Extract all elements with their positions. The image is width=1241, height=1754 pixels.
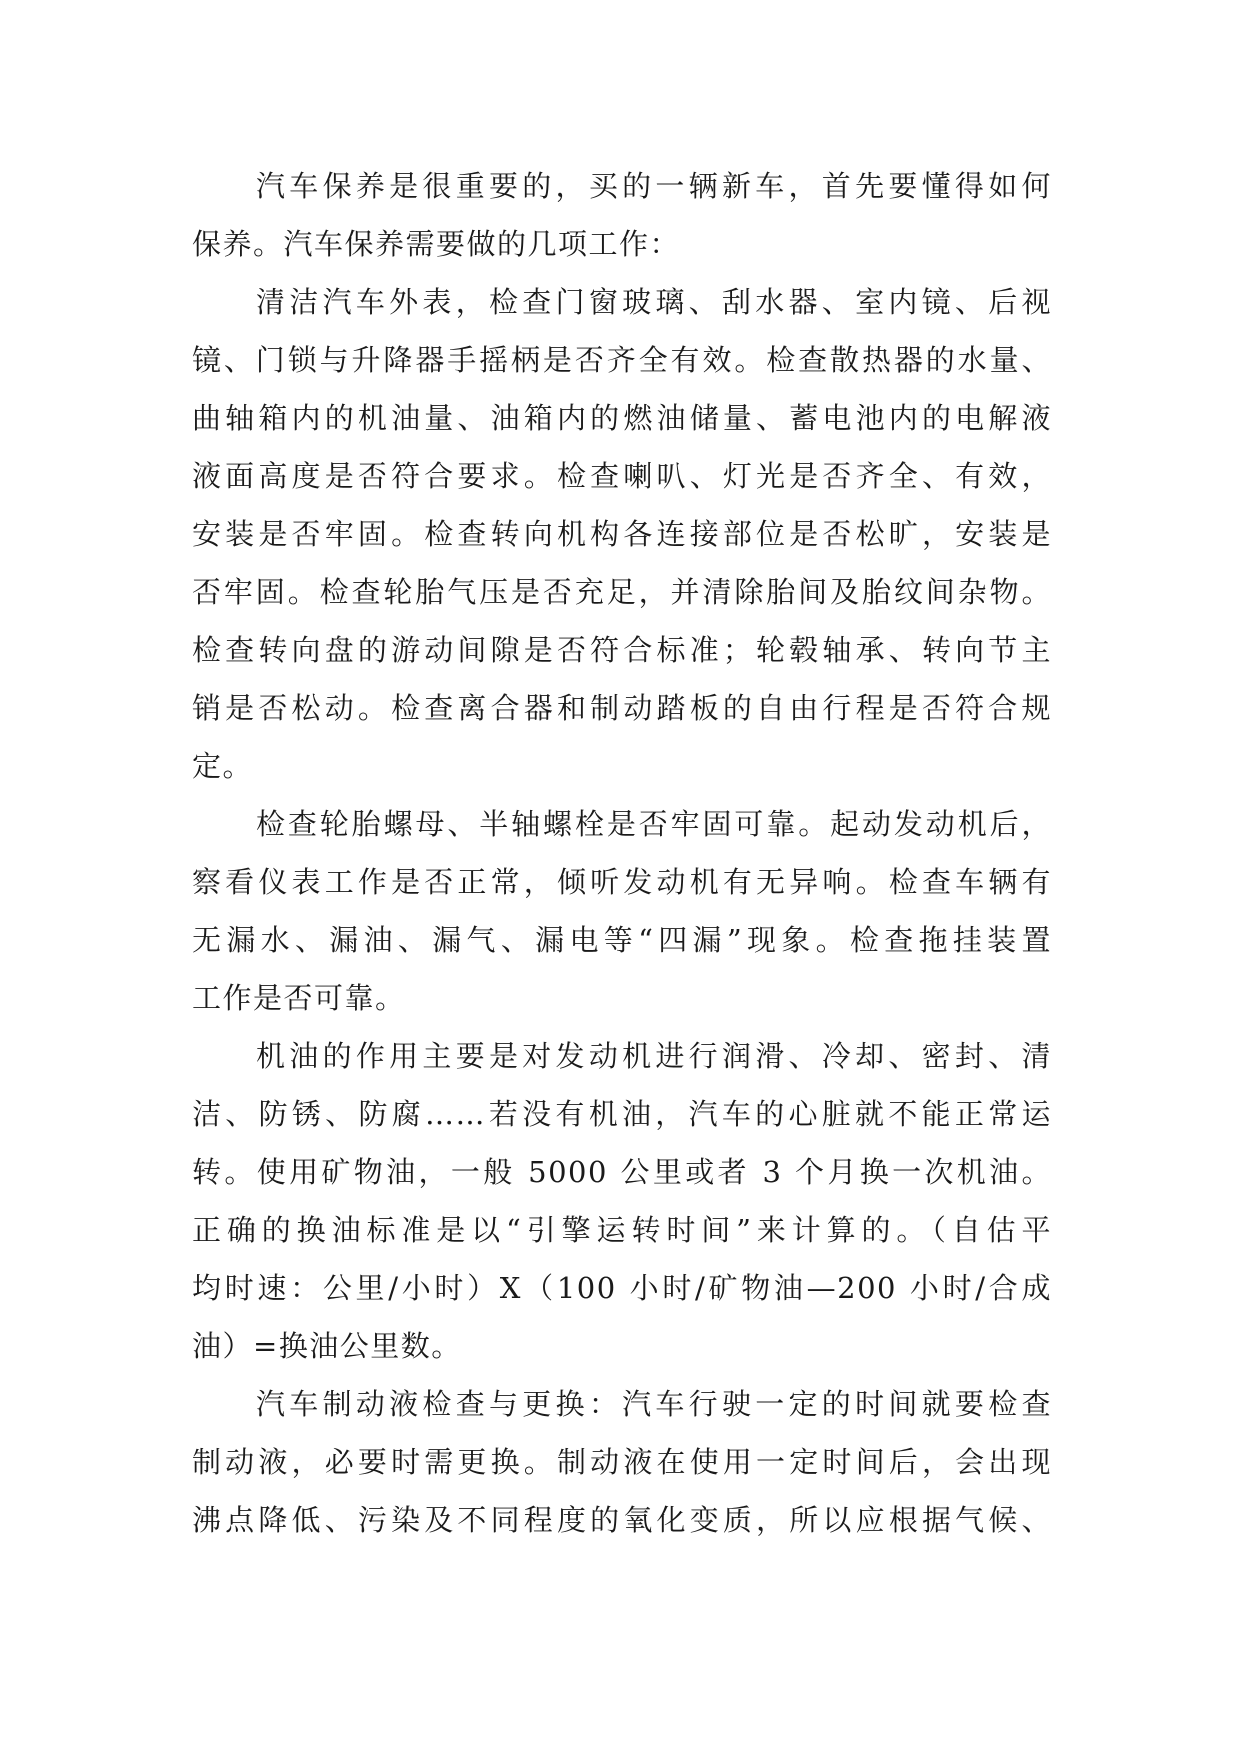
document-body <box>192 157 1052 1549</box>
text-line: 机油的作用主要是对发动机进行润滑、冷却、密封、清 <box>256 1039 1052 1073</box>
text-line: 正确的换油标准是以“引擎运转时间”来计算的。（自估平 <box>192 1213 1052 1247</box>
text-line: 曲轴箱内的机油量、油箱内的燃油储量、蓄电池内的电解液 <box>192 401 1052 435</box>
text-line: 制动液，必要时需更换。制动液在使用一定时间后，会出现 <box>192 1445 1052 1479</box>
text-line: 工作是否可靠。 <box>192 981 406 1015</box>
text-line: 汽车制动液检查与更换：汽车行驶一定的时间就要检查 <box>256 1387 1052 1421</box>
paragraph-5 <box>192 1375 1052 1549</box>
text-line: 沸点降低、污染及不同程度的氧化变质，所以应根据气候、 <box>192 1503 1052 1537</box>
text-line: 汽车保养是很重要的，买的一辆新车，首先要懂得如何 <box>256 169 1052 203</box>
text-line: 无漏水、漏油、漏气、漏电等“四漏”现象。检查拖挂装置 <box>192 923 1052 957</box>
text-line: 检查转向盘的游动间隙是否符合标准；轮毂轴承、转向节主 <box>192 633 1052 667</box>
text-line: 油）=换油公里数。 <box>192 1329 462 1363</box>
text-line: 察看仪表工作是否正常，倾听发动机有无异响。检查车辆有 <box>192 865 1052 899</box>
paragraph-3 <box>192 795 1052 1027</box>
paragraph-4 <box>192 1027 1052 1375</box>
text-line: 定。 <box>192 749 254 783</box>
text-line: 否牢固。检查轮胎气压是否充足，并清除胎间及胎纹间杂物。 <box>192 575 1052 609</box>
paragraph-1 <box>192 157 1052 273</box>
text-line: 转。使用矿物油，一般 5000 公里或者 3 个月换一次机油。 <box>192 1155 1052 1189</box>
text-line: 均时速：公里/小时）X（100 小时/矿物油—200 小时/合成 <box>192 1271 1052 1305</box>
text-line: 保养。汽车保养需要做的几项工作： <box>192 227 681 261</box>
text-line: 安装是否牢固。检查转向机构各连接部位是否松旷，安装是 <box>192 517 1052 551</box>
text-line: 检查轮胎螺母、半轴螺栓是否牢固可靠。起动发动机后， <box>256 807 1052 841</box>
text-line: 液面高度是否符合要求。检查喇叭、灯光是否齐全、有效， <box>192 459 1052 493</box>
paragraph-2 <box>192 273 1052 795</box>
text-line: 镜、门锁与升降器手摇柄是否齐全有效。检查散热器的水量、 <box>192 343 1052 377</box>
text-line: 销是否松动。检查离合器和制动踏板的自由行程是否符合规 <box>192 691 1052 725</box>
text-line: 清洁汽车外表，检查门窗玻璃、刮水器、室内镜、后视 <box>256 285 1052 319</box>
text-line: 洁、防锈、防腐……若没有机油，汽车的心脏就不能正常运 <box>192 1097 1052 1131</box>
